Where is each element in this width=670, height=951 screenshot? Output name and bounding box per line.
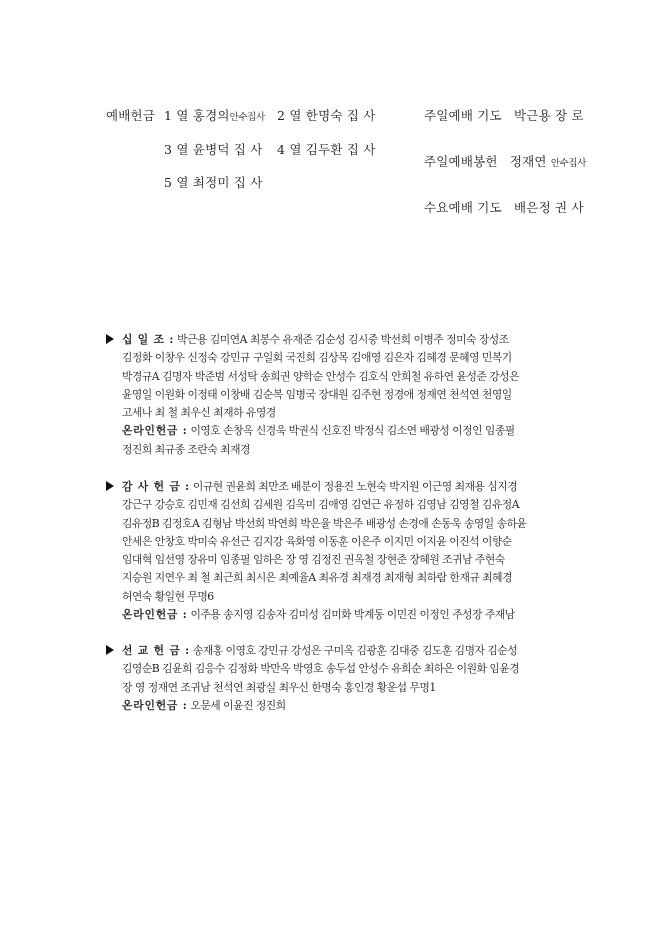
usher-title: 안수집사 <box>229 112 265 123</box>
tithe-online-line: 정진희 최규종 조란숙 최재경 <box>122 442 250 456</box>
duty-name: 박근용 장 로 <box>514 108 584 123</box>
row-number: 1 열 <box>164 108 189 123</box>
online-heading: 온라인헌금 : <box>122 608 188 622</box>
offering-row-4 <box>277 140 376 158</box>
mission-line: 김영순B 김윤희 김응수 김정화 박만옥 박영호 송두섭 안성수 유희순 최하은 이원화 임윤경 <box>122 662 520 676</box>
offering-label: 예배헌금 <box>106 108 156 123</box>
offering-row-3 <box>164 140 263 158</box>
tithe-line: 윤영일 이원화 이정태 이창배 김순복 임병국 장대원 김주현 정경애 정재연 천석연 천영일 <box>122 387 512 401</box>
duty-name: 배은정 권 사 <box>514 200 584 215</box>
tithe-section <box>106 331 519 459</box>
tithe-line: 박경규A 김명자 박준범 서성탁 송희권 양학순 안성수 김호식 안희철 유하연 윤성준 강성은 <box>122 369 520 383</box>
names: 박근용 김미연A 최봉수 유재준 김순성 김시중 박선희 이병주 정미숙 장성조 <box>177 333 509 346</box>
online-heading: 온라인헌금 : <box>122 424 188 438</box>
thanks-section <box>106 478 526 624</box>
row-number: 4 열 <box>277 142 302 157</box>
thanks-line: 김유정B 김정호A 김형남 박선희 박연희 박은율 박은주 배광성 손경애 손동욱 송영일 송하윤 <box>122 516 527 530</box>
row-number: 5 열 <box>164 175 189 190</box>
usher-name: 김두환 집 사 <box>305 142 376 157</box>
arrow-right-icon <box>106 481 114 491</box>
duty-label: 주일예배 기도 <box>424 108 502 123</box>
tithe-line: 김정화 이창우 신정숙 강민규 구일회 국진희 김상목 김애영 김은자 김혜경 문혜영 민복기 <box>122 351 512 365</box>
thanks-online-line <box>122 606 526 624</box>
row-number: 2 열 <box>277 108 302 123</box>
mission-section <box>106 642 519 715</box>
wednesday-prayer <box>424 198 584 216</box>
row-number: 3 열 <box>164 142 189 157</box>
offering-row-5 <box>164 173 263 191</box>
thanks-heading: 감 사 헌 금 : <box>122 480 190 493</box>
names: 이규현 권윤희 최만조 배분이 정용진 노현숙 박지원 이근영 최재용 심지경 <box>192 480 518 493</box>
usher-name: 한명숙 집 사 <box>305 108 376 123</box>
names: 이주용 송지영 김송자 김미성 김미화 박계동 이민진 이정인 주성장 주재남 <box>190 608 515 622</box>
thanks-line: 임대혁 임선영 장유미 임종필 임하은 장 영 김정진 권옥철 장현준 장혜원 조귀남 주현숙 <box>122 553 505 567</box>
names: 이영호 손창옥 신경욱 박권식 신호진 박정식 김소연 배광성 이정인 임종필 <box>190 424 515 438</box>
names: 오문세 이윤진 정진희 <box>190 698 286 712</box>
thanks-line: 지승원 지연우 최 철 최근희 최시은 최예율A 최유경 최재경 최재형 최하람 한재규 최혜경 <box>122 571 513 585</box>
arrow-right-icon <box>106 645 114 655</box>
tithe-line <box>106 331 519 349</box>
usher-name: 홍경의 <box>192 108 230 123</box>
arrow-right-icon <box>106 334 114 344</box>
tithe-heading: 십 일 조 : <box>122 333 175 346</box>
duty-label: 주일예배봉헌 <box>424 154 498 169</box>
usher-name: 윤병덕 집 사 <box>192 142 263 157</box>
names: 송재홍 이영호 강민규 강성은 구미옥 김광훈 김대중 김도훈 김명자 김순성 <box>192 644 518 657</box>
thanks-line: 안세은 안창호 박미숙 유선근 김지강 육화영 이동훈 이은주 이지민 이지윤 이진석 이향순 <box>122 534 512 548</box>
mission-online-line <box>122 697 519 715</box>
online-heading: 온라인헌금 : <box>122 698 188 712</box>
usher-name: 최정미 집 사 <box>192 175 263 190</box>
duty-title: 안수집사 <box>550 158 586 169</box>
sunday-prayer <box>424 106 584 124</box>
thanks-line <box>106 478 526 496</box>
sunday-offering <box>424 152 586 170</box>
mission-line <box>106 642 519 660</box>
tithe-line: 고세나 최 철 최우신 최재하 유영경 <box>122 406 276 420</box>
offering-row-1 <box>164 106 265 124</box>
tithe-online-line <box>122 422 519 440</box>
mission-line: 장 영 정재연 조귀남 천석연 최광실 최우신 한명숙 홍인경 황운섭 무명1 <box>122 680 436 694</box>
duty-label: 수요예배 기도 <box>424 200 502 215</box>
thanks-line: 강근구 강승호 김민재 김선희 김세원 김옥미 김애영 김연근 유정하 김영남 김영철 김유정A <box>122 498 520 512</box>
duty-name: 정재연 <box>509 154 547 169</box>
mission-heading: 선 교 헌 금 : <box>122 644 190 657</box>
offering-row-2 <box>277 106 376 124</box>
thanks-line: 허연숙 황일현 무명6 <box>122 589 214 603</box>
